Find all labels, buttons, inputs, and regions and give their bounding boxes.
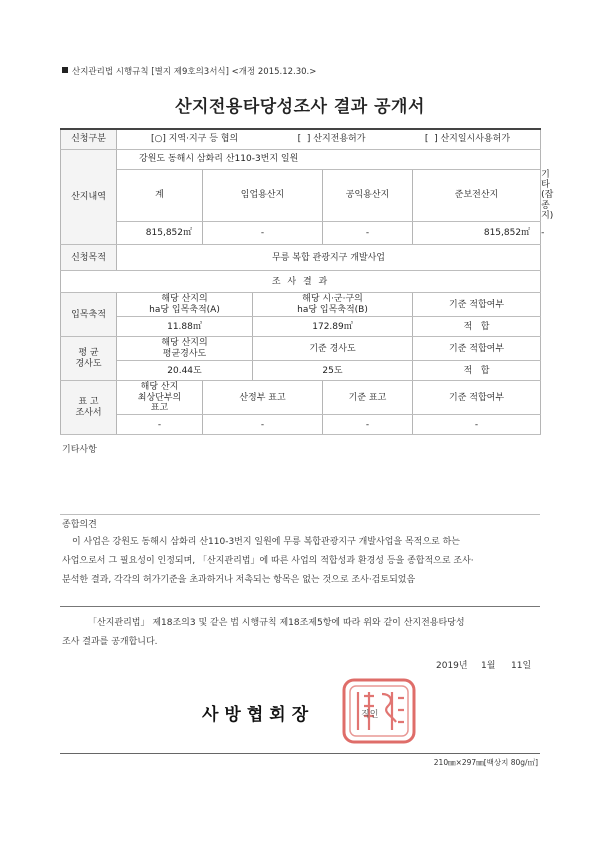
slope-value-site: 20.44도 [117,361,253,381]
forest-area-value-row: 815,852㎡ - - 815,852㎡ - [61,222,541,245]
seal-label: 직인 [361,710,379,720]
elevation-label: 표 고 조사서 [61,381,117,435]
survey-results-heading-row [61,271,541,293]
application-type-label: 신청구분 [61,129,117,149]
bullet-square-icon [62,67,68,73]
purpose-row [61,245,541,271]
elevation-value-compliance: - [413,415,541,435]
option-zone-consultation: [○] 지역·지구 등 협의 [151,134,239,145]
forest-location: 강원도 동해시 삼화리 산110-3번지 일원 [117,149,541,169]
elevation-value-summit: - [203,415,323,435]
opinion-line-3: 분석한 결과, 각각의 허가기준을 초과하거나 저촉되는 항목은 없는 것으로 조사·검토되었음 [62,575,416,585]
option-temporary-use-permit: [ ] 산지일시사용허가 [424,134,511,145]
form-reference-note [62,65,316,77]
forest-location-row [61,149,541,169]
area-header-public: 공익용산지 [323,169,413,222]
date-year: 2019년 [436,661,468,671]
option-forest-conversion-permit: [ ] 산지전용허가 [297,134,366,145]
date-month: 1월 [481,661,496,671]
area-value-total: 815,852㎡ [117,222,203,245]
other-matters-label: 기타사항 [62,445,97,455]
area-value-forestry: - [203,222,323,245]
elevation-value-standard: - [323,415,413,435]
area-value-semi-preserved: 815,852㎡ [413,222,541,245]
elevation-header-row [61,381,541,415]
stock-header-compliance: 기준 적합여부 [413,293,541,317]
notice-line-1: 「산지관리법」 제18조의3 및 같은 법 시행규칙 제18조제5항에 따라 위와 같이 산지전용타당성 [88,618,465,628]
slope-header-site: 해당 산지의 평균경사도 [117,337,253,361]
issuer-signature: 사방협회장 [202,705,315,725]
document-title: 산지전용타당성조사 결과 공개서 [175,97,425,117]
slope-label: 평 균 경사도 [61,337,117,381]
area-header-forestry: 임업용산지 [203,169,323,222]
stock-value-region: 172.89㎥ [253,317,413,337]
area-header-total: 계 [117,169,203,222]
forest-area-header-row: 계 임업용산지 공익용산지 준보전산지 기타(잡종지) [61,169,541,222]
stock-header-site: 해당 산지의 ha당 입목축적(A) [117,293,253,317]
application-type-options [117,129,541,149]
slope-value-standard: 25도 [253,361,413,381]
forest-details-label: 산지내역 [61,149,117,245]
opinion-line-2: 사업으로서 그 필요성이 인정되며, 「산지관리법」에 따른 사업의 적합성과 환경성 등을 종합적으로 조사· [62,556,474,566]
paper-size-note: 210㎜×297㎜[백상지 80g/㎡] [433,758,538,767]
survey-results-heading: 조 사 결 과 [61,271,541,293]
stock-header-region: 해당 시·군·구의 ha당 입목축적(B) [253,293,413,317]
slope-header-row [61,337,541,361]
disclosure-notice [62,614,540,652]
stock-label: 입목축적 [61,293,117,337]
survey-result-table [60,128,554,435]
official-seal-icon [340,676,420,746]
area-header-semi-preserved: 준보전산지 [413,169,541,222]
other-matters-section [60,440,540,515]
stock-value-compliance: 적 합 [413,317,541,337]
date-day: 11일 [511,661,532,671]
application-type-row [61,129,541,149]
stock-header-row [61,293,541,317]
footer-divider [60,753,540,754]
opinion-label: 종합의견 [62,520,97,530]
area-value-public: - [323,222,413,245]
opinion-text [62,533,537,590]
elevation-value-top: - [117,415,203,435]
opinion-line-1: 이 사업은 강원도 동해시 삼화리 산110-3번지 일원에 무릉 복합관광지구 개발사업을 목적으로 하는 [72,537,460,547]
stock-value-site: 11.88㎥ [117,317,253,337]
elevation-header-standard: 기준 표고 [323,381,413,415]
purpose-label: 신청목적 [61,245,117,271]
form-reference-text: 산지관리법 시행규칙 [별지 제9호의3서식] <개정 2015.12.30.> [72,67,317,77]
elevation-header-compliance: 기준 적합여부 [413,381,541,415]
elevation-value-row [61,415,541,435]
stock-value-row [61,317,541,337]
purpose-value: 무릉 복합 관광지구 개발사업 [117,245,541,271]
slope-header-compliance: 기준 적합여부 [413,337,541,361]
slope-value-compliance: 적 합 [413,361,541,381]
slope-header-standard: 기준 경사도 [253,337,413,361]
notice-line-2: 조사 결과를 공개합니다. [62,637,158,647]
elevation-header-top: 해당 산지 최상단부의 표고 [117,381,203,415]
elevation-header-summit: 산정부 표고 [203,381,323,415]
slope-value-row [61,361,541,381]
